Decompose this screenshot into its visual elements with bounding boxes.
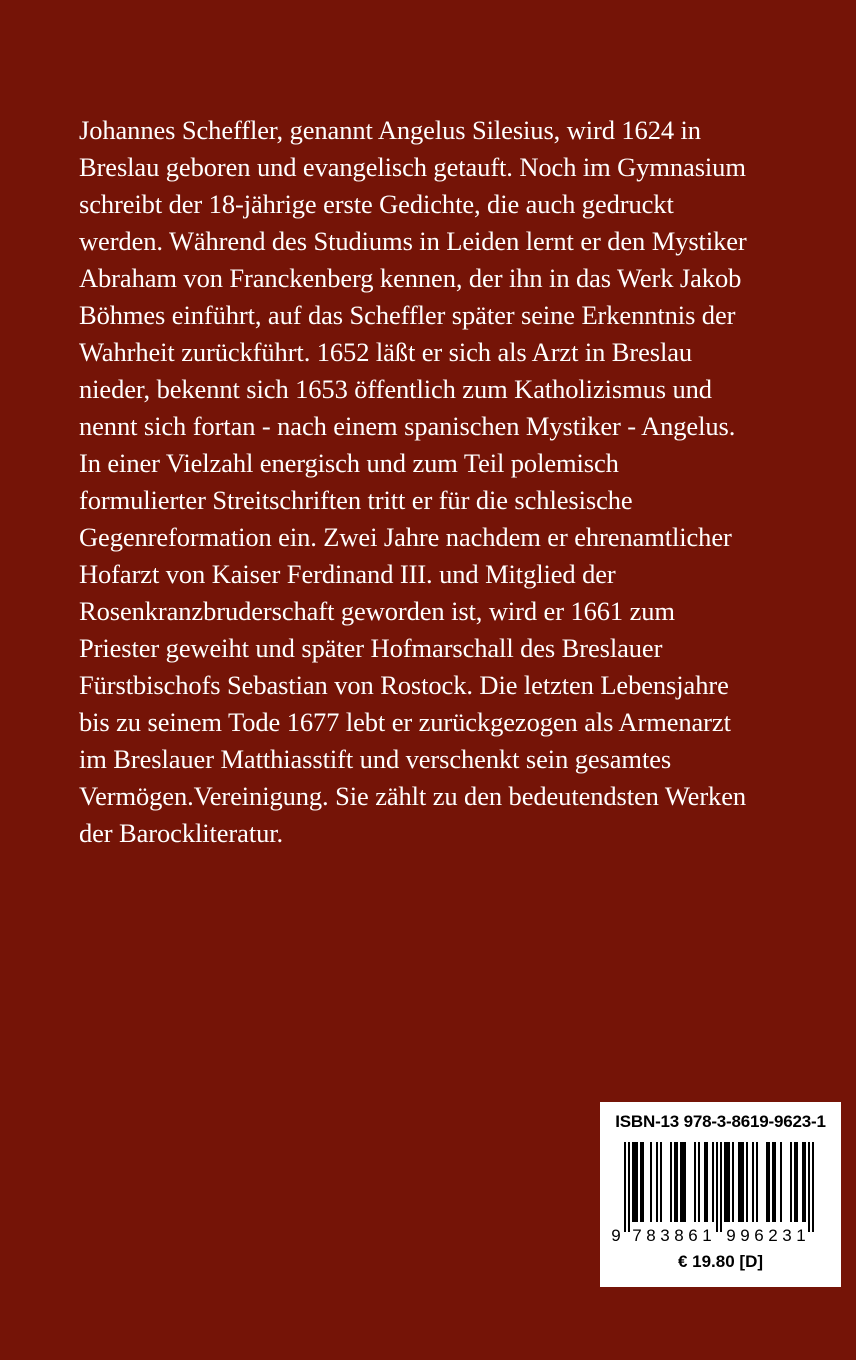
barcode-digit: 6 bbox=[688, 1226, 698, 1244]
barcode-bar bbox=[794, 1142, 796, 1222]
barcode-bar bbox=[682, 1142, 684, 1222]
barcode-bar bbox=[732, 1142, 734, 1222]
barcode-bar bbox=[756, 1142, 758, 1222]
barcode-bar bbox=[804, 1142, 806, 1222]
blurb-line: bis zu seinem Tode 1677 lebt er zurückgezogen als Armenarzt bbox=[79, 707, 731, 737]
barcode-bar bbox=[628, 1142, 630, 1232]
barcode-bar bbox=[694, 1142, 696, 1222]
barcode-bar bbox=[676, 1142, 678, 1222]
barcode-digit: 3 bbox=[660, 1226, 670, 1244]
barcode-digit: 9 bbox=[726, 1226, 736, 1244]
barcode-bar bbox=[660, 1142, 662, 1222]
barcode-bar bbox=[808, 1142, 810, 1232]
barcode-digit: 2 bbox=[768, 1226, 778, 1244]
barcode-bar bbox=[634, 1142, 636, 1222]
barcode-bar bbox=[774, 1142, 776, 1222]
barcode-digit: 1 bbox=[796, 1226, 806, 1244]
barcode-digit: 6 bbox=[754, 1226, 764, 1244]
barcode-bar bbox=[670, 1142, 672, 1222]
barcode-bar bbox=[632, 1142, 634, 1222]
barcode-bar bbox=[650, 1142, 652, 1222]
barcode-digit: 3 bbox=[782, 1226, 792, 1244]
back-cover-blurb bbox=[79, 112, 819, 852]
barcode-digit: 7 bbox=[632, 1226, 642, 1244]
blurb-line: der Barockliteratur. bbox=[79, 818, 284, 848]
barcode-bar bbox=[796, 1142, 798, 1222]
barcode-bar bbox=[738, 1142, 740, 1222]
barcode-bar bbox=[642, 1142, 644, 1222]
barcode-bar bbox=[742, 1142, 744, 1222]
blurb-line: nennt sich fortan - nach einem spanischen Mystiker - Angelus. bbox=[79, 411, 736, 441]
barcode-bar bbox=[726, 1142, 728, 1222]
isbn-barcode-box bbox=[600, 1102, 841, 1287]
barcode-bar bbox=[704, 1142, 706, 1222]
barcode-digit: 8 bbox=[646, 1226, 656, 1244]
barcode-bar bbox=[698, 1142, 700, 1222]
barcode-bar bbox=[746, 1142, 748, 1222]
barcode-bar bbox=[684, 1142, 686, 1222]
barcode-bar bbox=[640, 1142, 642, 1222]
barcode-bar bbox=[724, 1142, 726, 1222]
blurb-line: Böhmes einführt, auf das Scheffler später seine Erkenntnis der bbox=[79, 300, 736, 330]
blurb-line: Rosenkranzbruderschaft geworden ist, wird er 1661 zum bbox=[79, 596, 675, 626]
barcode-bar bbox=[680, 1142, 682, 1222]
barcode-bar bbox=[752, 1142, 754, 1222]
barcode-digit: 8 bbox=[674, 1226, 684, 1244]
barcode-bar bbox=[812, 1142, 814, 1232]
barcode-digit: 9 bbox=[611, 1226, 621, 1244]
barcode-bar bbox=[706, 1142, 708, 1222]
blurb-line: Wahrheit zurückführt. 1652 läßt er sich als Arzt in Breslau bbox=[79, 337, 693, 367]
blurb-line: schreibt der 18-jährige erste Gedichte, die auch gedruckt bbox=[79, 189, 674, 219]
barcode-bar bbox=[728, 1142, 730, 1222]
blurb-line: In einer Vielzahl energisch und zum Teil polemisch bbox=[79, 448, 619, 478]
blurb-line: Vermögen.Vereinigung. Sie zählt zu den bedeutendsten Werken bbox=[79, 781, 747, 811]
barcode-bar bbox=[790, 1142, 792, 1222]
barcode-bar bbox=[656, 1142, 658, 1222]
barcode-bar bbox=[720, 1142, 722, 1232]
barcode-bar bbox=[802, 1142, 804, 1222]
barcode-digit: 9 bbox=[740, 1226, 750, 1244]
barcode-bar bbox=[766, 1142, 768, 1222]
barcode-bar bbox=[768, 1142, 770, 1222]
barcode-bar bbox=[780, 1142, 782, 1222]
barcode-digit: 1 bbox=[702, 1226, 712, 1244]
barcode-bar bbox=[712, 1142, 714, 1222]
blurb-line: Priester geweiht und später Hofmarschall des Breslauer bbox=[79, 633, 663, 663]
blurb-line: nieder, bekennt sich 1653 öffentlich zum Katholizismus und bbox=[79, 374, 712, 404]
blurb-line: formulierter Streitschriften tritt er für die schlesische bbox=[79, 485, 633, 515]
blurb-line: Abraham von Franckenberg kennen, der ihn in das Werk Jakob bbox=[79, 263, 742, 293]
blurb-line: Hofarzt von Kaiser Ferdinand III. und Mitglied der bbox=[79, 559, 616, 589]
barcode-bar bbox=[716, 1142, 718, 1232]
blurb-line: Gegenreformation ein. Zwei Jahre nachdem er ehrenamtlicher bbox=[79, 522, 732, 552]
barcode-bar bbox=[636, 1142, 638, 1222]
blurb-line: Breslau geboren und evangelisch getauft. Noch im Gymnasium bbox=[79, 152, 746, 182]
blurb-line: werden. Während des Studiums in Leiden lernt er den Mystiker bbox=[79, 226, 747, 256]
isbn-label: ISBN-13 978-3-8619-9623-1 bbox=[615, 1112, 826, 1131]
blurb-line: im Breslauer Matthiasstift und verschenkt sein gesamtes bbox=[79, 744, 672, 774]
blurb-line: Johannes Scheffler, genannt Angelus Silesius, wird 1624 in bbox=[79, 115, 701, 145]
price-label: € 19.80 [D] bbox=[677, 1252, 764, 1271]
barcode-bar bbox=[740, 1142, 742, 1222]
barcode-bar bbox=[772, 1142, 774, 1222]
barcode-graphic bbox=[610, 1142, 831, 1244]
blurb-line: Fürstbischofs Sebastian von Rostock. Die letzten Lebensjahre bbox=[79, 670, 729, 700]
barcode-bar bbox=[624, 1142, 626, 1232]
barcode-bar bbox=[674, 1142, 676, 1222]
